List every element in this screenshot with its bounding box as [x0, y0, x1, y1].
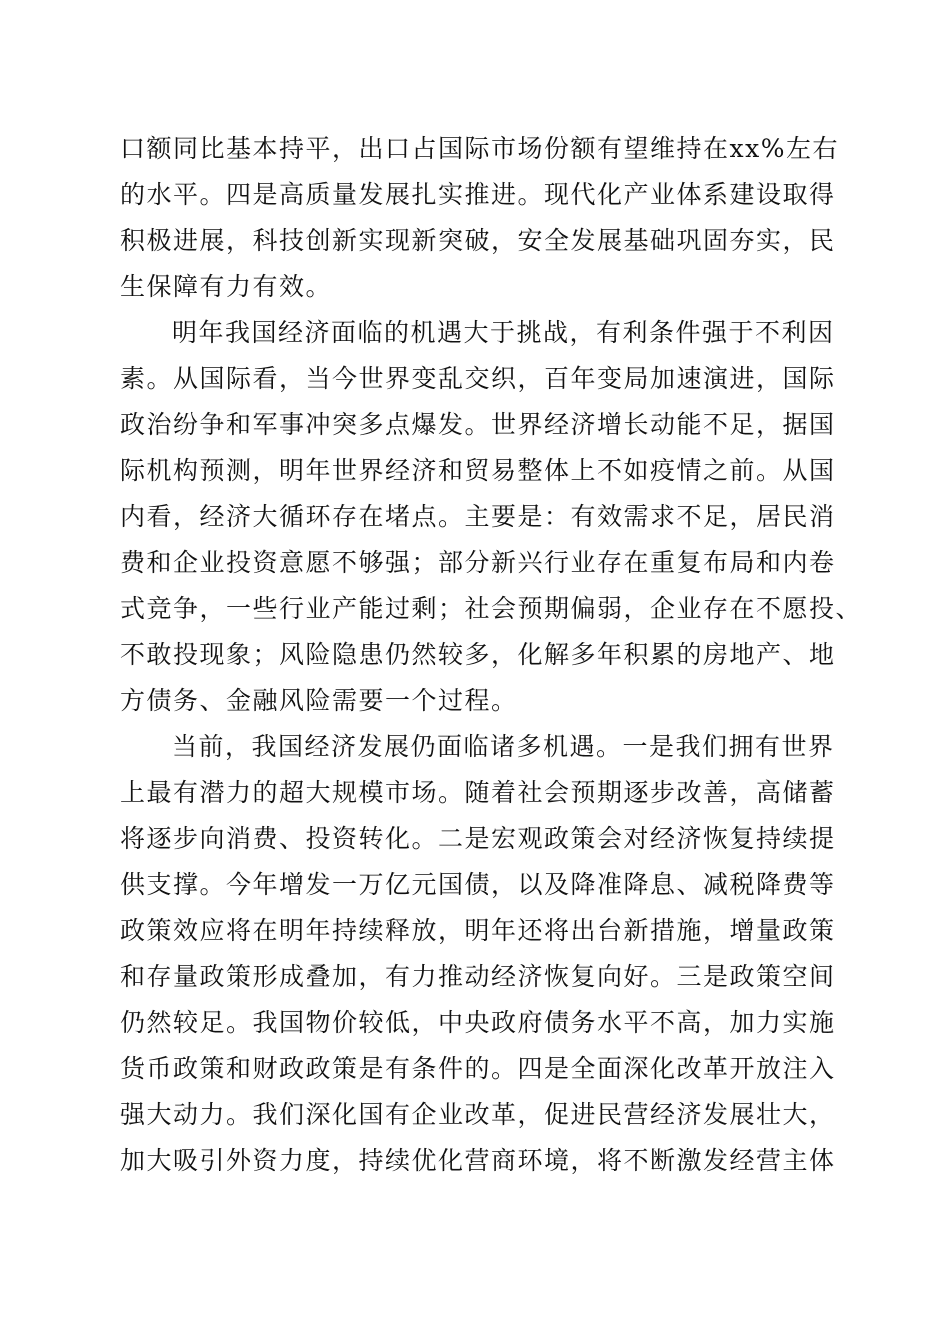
text-line: 仍然较足。我国物价较低，中央政府债务水平不高，加力实施 [120, 1008, 836, 1037]
text-line: 政治纷争和军事冲突多点爆发。世界经济增长动能不足，据国 [120, 410, 836, 439]
text-line: 加大吸引外资力度，持续优化营商环境，将不断激发经营主体 [120, 1146, 836, 1175]
text-line: 不敢投现象；风险隐患仍然较多，化解多年积累的房地产、地 [120, 640, 836, 669]
text-line: 和存量政策形成叠加，有力推动经济恢复向好。三是政策空间 [120, 962, 836, 991]
text-line: 将逐步向消费、投资转化。二是宏观政策会对经济恢复持续提 [120, 824, 836, 853]
text-line: 素。从国际看，当今世界变乱交织，百年变局加速演进，国际 [120, 364, 836, 393]
text-line: 生保障有力有效。 [120, 272, 333, 301]
paragraph-first-line: 明年我国经济面临的机遇大于挑战，有利条件强于不利因 [172, 318, 835, 347]
text-line: 的水平。四是高质量发展扎实推进。现代化产业体系建设取得 [120, 180, 836, 209]
text-line: 货币政策和财政政策是有条件的。四是全面深化改革开放注入 [120, 1054, 836, 1083]
text-line: 内看，经济大循环存在堵点。主要是：有效需求不足，居民消 [120, 502, 836, 531]
body-text [120, 126, 863, 1184]
text-line: 方债务、金融风险需要一个过程。 [120, 686, 518, 715]
text-line: 积极进展，科技创新实现新突破，安全发展基础巩固夯实，民 [120, 226, 836, 255]
text-line: 政策效应将在明年持续释放，明年还将出台新措施，增量政策 [120, 916, 836, 945]
text-line: 供支撑。今年增发一万亿元国债，以及降准降息、减税降费等 [120, 870, 836, 899]
text-line: 费和企业投资意愿不够强；部分新兴行业存在重复布局和内卷 [120, 548, 836, 577]
text-line: 口额同比基本持平，出口占国际市场份额有望维持在xx%左右 [120, 134, 839, 163]
text-line: 上最有潜力的超大规模市场。随着社会预期逐步改善，高储蓄 [120, 778, 836, 807]
paragraph-first-line: 当前，我国经济发展仍面临诸多机遇。一是我们拥有世界 [172, 732, 835, 761]
text-line: 际机构预测，明年世界经济和贸易整体上不如疫情之前。从国 [120, 456, 836, 485]
text-line: 强大动力。我们深化国有企业改革，促进民营经济发展壮大， [120, 1100, 836, 1129]
text-line: 式竞争，一些行业产能过剩；社会预期偏弱，企业存在不愿投、 [120, 594, 863, 623]
